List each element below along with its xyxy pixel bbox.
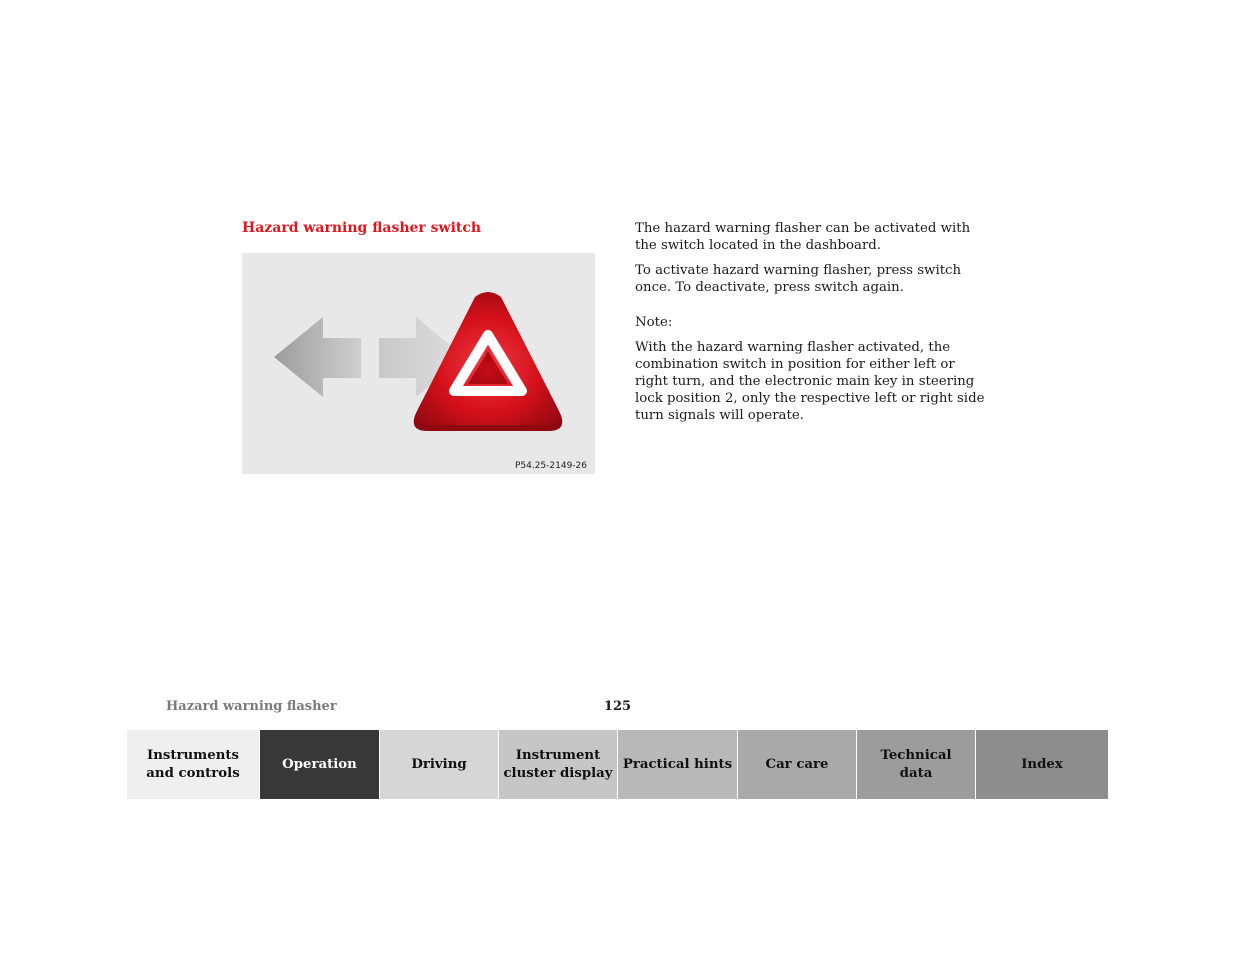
nav-tab-index[interactable]: Index (975, 730, 1108, 799)
arrow-left-icon (274, 317, 361, 397)
chapter-navigation (127, 730, 1108, 799)
nav-tab-instruments-and-controls[interactable]: Instruments and controls (127, 730, 259, 799)
footer-section-name: Hazard warning flasher (166, 699, 337, 714)
note-text: With the hazard warning flasher activated, the combination switch in position for either left or right turn, and the electronic main key in steering lock position 2, only the respective left or right side turn signals will operate. (635, 340, 985, 423)
nav-tab-technical-data[interactable]: Technical data (856, 730, 975, 799)
hazard-switch-illustration (242, 253, 595, 474)
note-label: Note: (635, 315, 673, 330)
paragraph-instructions: To activate hazard warning flasher, press switch once. To deactivate, press switch again. (635, 263, 962, 295)
nav-tab-car-care[interactable]: Car care (737, 730, 856, 799)
nav-tab-operation[interactable]: Operation (259, 730, 379, 799)
nav-tab-practical-hints[interactable]: Practical hints (617, 730, 737, 799)
body-text (635, 220, 990, 432)
section-title: Hazard warning flasher switch (242, 220, 482, 236)
hazard-switch-figure (242, 253, 595, 474)
nav-tab-instrument-cluster-display[interactable]: Instrument cluster display (498, 730, 617, 799)
nav-tab-driving[interactable]: Driving (379, 730, 498, 799)
page-number: 125 (603, 699, 632, 714)
paragraph-activation: The hazard warning flasher can be activated with the switch located in the dashboard. (635, 221, 971, 253)
figure-code: P54.25-2149-26 (514, 461, 587, 471)
